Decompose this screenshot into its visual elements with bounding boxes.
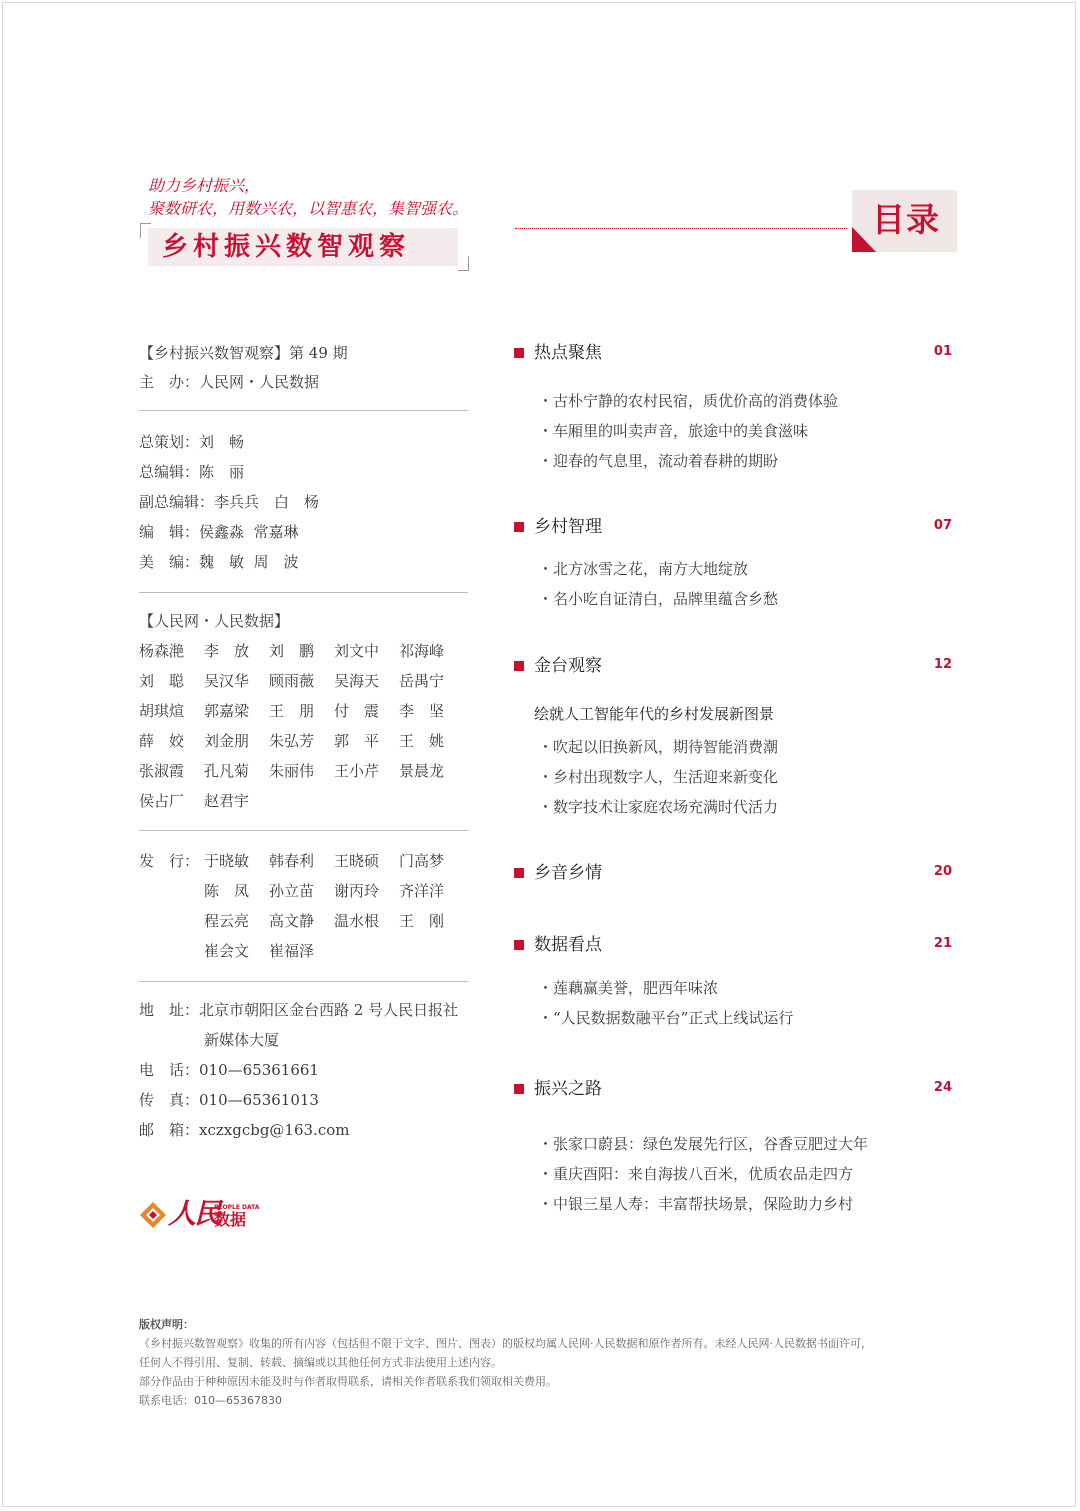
team-member-name: 吴海天 <box>334 672 380 690</box>
toc-article-item[interactable]: ・莲藕赢美誉，肥西年味浓 <box>538 979 719 997</box>
toc-article-item[interactable]: ・乡村出现数字人，生活迎来新变化 <box>538 768 779 786</box>
toc-subtitle[interactable]: 绘就人工智能年代的乡村发展新图景 <box>534 705 775 723</box>
toc-page-number: 12 <box>933 657 952 672</box>
distribution-name: 温水根 <box>334 912 380 930</box>
distribution-name: 王晓硕 <box>334 852 380 870</box>
deputy-editor: 副总编辑：李兵兵 白 杨 <box>139 493 320 511</box>
copyright-line: 任何人不得引用、复制、转载、摘编或以其他任何方式非法使用上述内容。 <box>139 1356 502 1369</box>
address-line-1: 地 址：北京市朝阳区金台西路 2 号人民日报社 <box>139 1001 459 1019</box>
team-member-name: 赵君宇 <box>204 792 250 810</box>
team-member-name: 刘 聪 <box>139 672 185 690</box>
address-line-2: 新媒体大厦 <box>204 1031 280 1049</box>
team-heading: 【人民网・人民数据】 <box>139 612 290 630</box>
editors: 编 辑：侯鑫淼 常嘉琳 <box>139 523 299 541</box>
team-member-name: 侯占厂 <box>139 792 185 810</box>
people-data-logo-icon <box>139 1201 167 1229</box>
team-member-name: 朱弘芳 <box>269 732 315 750</box>
toc-section-title[interactable]: 金台观察 <box>534 656 602 676</box>
distribution-name: 崔会文 <box>204 942 250 960</box>
divider <box>139 830 468 831</box>
team-member-name: 李 放 <box>204 642 250 660</box>
distribution-name: 程云亮 <box>204 912 250 930</box>
distribution-name: 崔福泽 <box>269 942 315 960</box>
section-marker <box>514 522 524 532</box>
section-marker <box>514 348 524 358</box>
toc-article-item[interactable]: ・中银三星人寿：丰富帮扶场景，保险助力乡村 <box>538 1195 854 1213</box>
distribution-name: 孙立苗 <box>269 882 315 900</box>
distribution-name: 韩春利 <box>269 852 315 870</box>
team-member-name: 李 坚 <box>399 702 445 720</box>
toc-article-item[interactable]: ・吹起以旧换新风，期待智能消费潮 <box>538 738 779 756</box>
distribution-name: 谢丙玲 <box>334 882 380 900</box>
toc-article-item[interactable]: ・“人民数据数融平台”正式上线试运行 <box>538 1009 794 1027</box>
divider <box>139 592 468 593</box>
toc-page-number: 20 <box>933 864 952 879</box>
chief-editor: 总编辑：陈 丽 <box>139 463 245 481</box>
section-marker <box>514 1084 524 1094</box>
distribution-name: 陈 凤 <box>204 882 250 900</box>
slogan-line-2: 聚数研农，用数兴农，以智惠农，集智强农。 <box>148 199 469 218</box>
toc-article-item[interactable]: ・古朴宁静的农村民宿，质优价高的消费体验 <box>538 392 839 410</box>
distribution-name: 王 刚 <box>399 912 445 930</box>
toc-page-number: 07 <box>933 518 952 533</box>
section-marker <box>514 940 524 950</box>
distribution-name: 于晓敏 <box>204 852 250 870</box>
copyright-line: 《乡村振兴数智观察》收集的所有内容（包括但不限于文字、图片、图表）的版权均属人民网·人民数据和原作者所有。未经人民网·人民数据书面许可， <box>139 1337 872 1350</box>
team-member-name: 朱丽伟 <box>269 762 315 780</box>
toc-article-item[interactable]: ・名小吃自证清白，品牌里蕴含乡愁 <box>538 590 779 608</box>
toc-article-item[interactable]: ・车厢里的叫卖声音，旅途中的美食滋味 <box>538 422 809 440</box>
slogan-line-1: 助力乡村振兴， <box>148 176 261 195</box>
team-member-name: 景晨龙 <box>399 762 445 780</box>
section-marker <box>514 868 524 878</box>
issue-label: 【乡村振兴数智观察】第 49 期 <box>139 344 348 362</box>
team-member-name: 王 朋 <box>269 702 315 720</box>
team-member-name: 薛 姣 <box>139 732 185 750</box>
toc-page-number: 21 <box>933 936 952 951</box>
toc-section-title[interactable]: 数据看点 <box>534 935 602 955</box>
distribution-name: 齐洋洋 <box>399 882 445 900</box>
team-member-name: 杨森滟 <box>139 642 185 660</box>
toc-article-item[interactable]: ・北方冰雪之花，南方大地绽放 <box>538 560 749 578</box>
toc-section-title[interactable]: 热点聚焦 <box>534 343 602 363</box>
team-member-name: 王 姚 <box>399 732 445 750</box>
team-member-name: 张淑霞 <box>139 762 185 780</box>
divider <box>139 981 468 982</box>
toc-heading: 目录 <box>872 200 940 239</box>
team-member-name: 刘 鹏 <box>269 642 315 660</box>
phone: 电 话：010—65361661 <box>139 1061 319 1079</box>
team-member-name: 郭 平 <box>334 732 380 750</box>
header-dotted-rule <box>515 228 847 229</box>
toc-page-number: 24 <box>933 1080 952 1095</box>
team-member-name: 付 震 <box>334 702 380 720</box>
team-member-name: 刘文中 <box>334 642 380 660</box>
distribution-label: 发 行： <box>139 852 200 870</box>
distribution-name: 高文静 <box>269 912 315 930</box>
copyright-line: 联系电话：010—65367830 <box>139 1394 282 1407</box>
toc-article-item[interactable]: ・数字技术让家庭农场充满时代活力 <box>538 798 779 816</box>
section-marker <box>514 661 524 671</box>
fax: 传 真：010—65361013 <box>139 1091 319 1109</box>
logo-data-text: 数据 <box>214 1210 247 1229</box>
copyright-line: 部分作品由于种种原因未能及时与作者取得联系，请相关作者联系我们领取相关费用。 <box>139 1375 557 1388</box>
toc-section-title[interactable]: 振兴之路 <box>534 1079 602 1099</box>
divider <box>139 410 468 411</box>
team-member-name: 岳禺宁 <box>399 672 445 690</box>
team-member-name: 王小芹 <box>334 762 380 780</box>
publication-title: 乡村振兴数智观察 <box>162 232 411 262</box>
team-member-name: 祁海峰 <box>399 642 445 660</box>
toc-article-item[interactable]: ・重庆酉阳：来自海拔八百米，优质农品走四方 <box>538 1165 854 1183</box>
team-member-name: 郭嘉梁 <box>204 702 250 720</box>
toc-page-number: 01 <box>933 344 952 359</box>
toc-article-item[interactable]: ・张家口蔚县：绿色发展先行区，谷香豆肥过大年 <box>538 1135 869 1153</box>
chief-planner: 总策划：刘 畅 <box>139 433 245 451</box>
team-member-name: 胡琪煊 <box>139 702 185 720</box>
copyright-title: 版权声明： <box>139 1318 194 1331</box>
logo-small-text: PEOPLE DATA <box>214 1204 260 1211</box>
toc-article-item[interactable]: ・迎春的气息里，流动着春耕的期盼 <box>538 452 779 470</box>
team-member-name: 孔凡菊 <box>204 762 250 780</box>
toc-section-title[interactable]: 乡村智理 <box>534 517 602 537</box>
distribution-name: 门高梦 <box>399 852 445 870</box>
toc-section-title[interactable]: 乡音乡情 <box>534 863 602 883</box>
organizer: 主 办：人民网・人民数据 <box>139 373 320 391</box>
team-member-name: 吴汉华 <box>204 672 250 690</box>
logo-text: 人民 <box>168 1197 221 1230</box>
title-bracket-bottom-right <box>458 256 469 271</box>
team-member-name: 刘金朋 <box>204 732 250 750</box>
email: 邮 箱：xczxgcbg@163.com <box>139 1121 350 1139</box>
team-member-name: 顾雨薇 <box>269 672 315 690</box>
art-editors: 美 编：魏 敏 周 波 <box>139 553 299 571</box>
